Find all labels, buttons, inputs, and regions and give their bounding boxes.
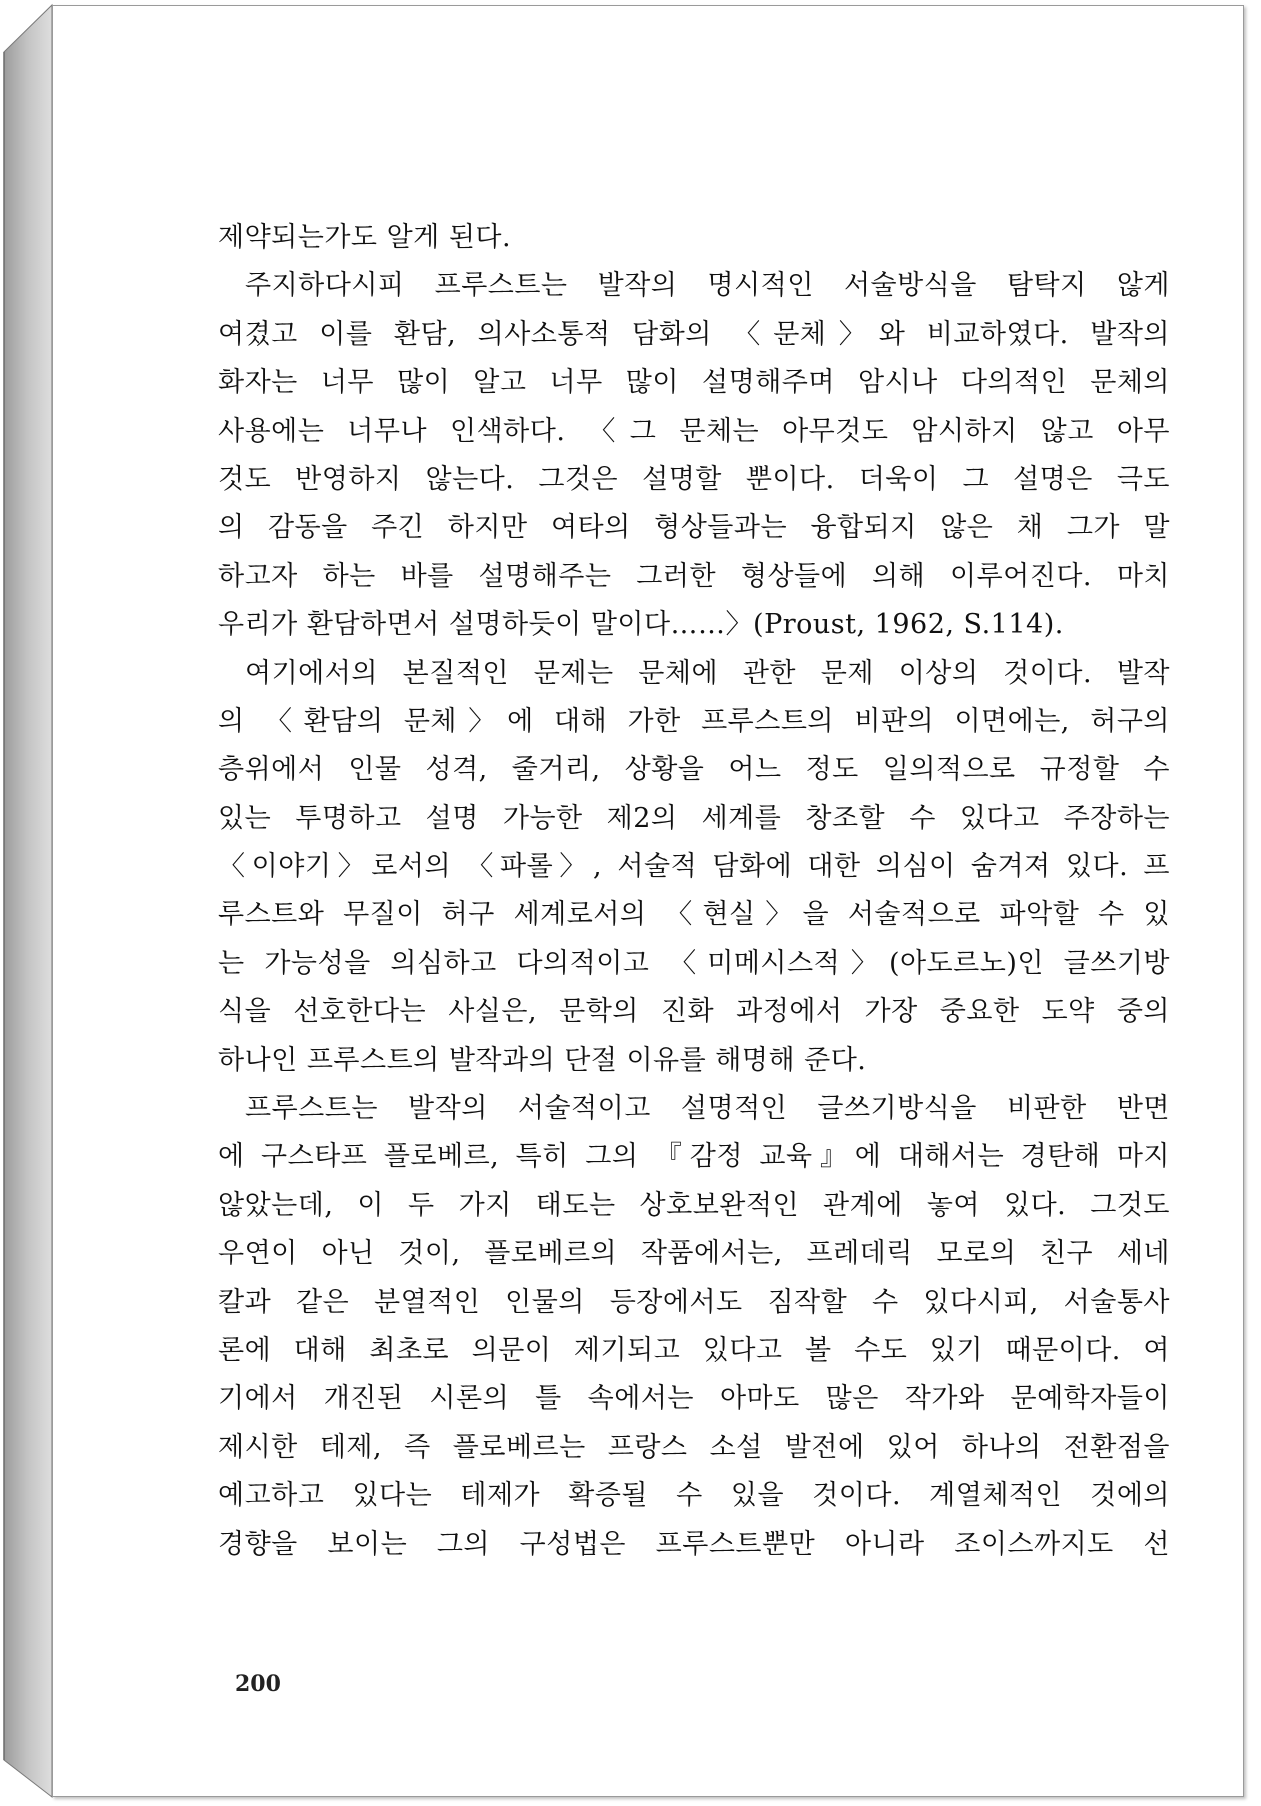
text-line: 여기에서의 본질적인 문제는 문체에 관한 문제 이상의 것이다. 발작 xyxy=(245,657,1170,689)
text-line: 것도 반영하지 않는다. 그것은 설명할 뿐이다. 더욱이 그 설명은 극도 xyxy=(218,463,1170,495)
text-line: 에 구스타프 플로베르, 특히 그의 『감정 교육』에 대해서는 경탄해 마지 xyxy=(218,1141,1170,1173)
text-line: 우리가 환담하면서 설명하듯이 말이다……〉(Proust, 1962, S.114). xyxy=(218,609,1064,641)
text-line: 않았는데, 이 두 가지 태도는 상호보완적인 관계에 놓여 있다. 그것도 xyxy=(218,1189,1170,1221)
text-line: 하나인 프루스트의 발작과의 단절 이유를 해명해 준다. xyxy=(218,1044,867,1076)
text-line: 는 가능성을 의심하고 다의적이고 〈미메시스적〉(아도르노)인 글쓰기방 xyxy=(218,947,1170,979)
text-line: 의 감동을 주긴 하지만 여타의 형상들과는 융합되지 않은 채 그가 말 xyxy=(218,512,1170,544)
text-line: 화자는 너무 많이 알고 너무 많이 설명해주며 암시나 다의적인 문체의 xyxy=(218,367,1170,399)
text-line: 하고자 하는 바를 설명해주는 그러한 형상들에 의해 이루어진다. 마치 xyxy=(218,560,1170,592)
page-number: 200 xyxy=(235,1671,281,1697)
body-text xyxy=(218,214,1170,1569)
text-line: 의 〈환담의 문체〉에 대해 가한 프루스트의 비판의 이면에는, 허구의 xyxy=(218,705,1170,737)
text-line: 제약되는가도 알게 된다. xyxy=(218,222,512,253)
book-page xyxy=(52,5,1244,1797)
text-line: 식을 선호한다는 사실은, 문학의 진화 과정에서 가장 중요한 도약 중의 xyxy=(218,996,1170,1028)
text-line: 우연이 아닌 것이, 플로베르의 작품에서는, 프레데릭 모로의 친구 세네 xyxy=(218,1238,1170,1270)
text-line: 사용에는 너무나 인색하다. 〈그 문체는 아무것도 암시하지 않고 아무 xyxy=(218,415,1170,447)
text-line: 기에서 개진된 시론의 틀 속에서는 아마도 많은 작가와 문예학자들이 xyxy=(218,1383,1170,1415)
text-line: 있는 투명하고 설명 가능한 제2의 세계를 창조할 수 있다고 주장하는 xyxy=(218,802,1170,834)
text-line: 여겼고 이를 환담, 의사소통적 담화의 〈문체〉와 비교하였다. 발작의 xyxy=(218,318,1170,350)
text-line: 경향을 보이는 그의 구성법은 프루스트뿐만 아니라 조이스까지도 선 xyxy=(218,1528,1170,1560)
text-line: 프루스트는 발작의 서술적이고 설명적인 글쓰기방식을 비판한 반면 xyxy=(245,1093,1170,1125)
text-line: 칼과 같은 분열적인 인물의 등장에서도 짐작할 수 있다시피, 서술통사 xyxy=(218,1286,1170,1318)
text-line: 주지하다시피 프루스트는 발작의 명시적인 서술방식을 탐탁지 않게 xyxy=(245,270,1170,302)
text-line: 〈이야기〉로서의 〈파롤〉, 서술적 담화에 대한 의심이 숨겨져 있다. 프 xyxy=(218,851,1170,883)
text-line: 예고하고 있다는 테제가 확증될 수 있을 것이다. 계열체적인 것에의 xyxy=(218,1480,1170,1512)
text-line: 론에 대해 최초로 의문이 제기되고 있다고 볼 수도 있기 때문이다. 여 xyxy=(218,1334,1170,1366)
text-line: 루스트와 무질이 허구 세계로서의 〈현실〉을 서술적으로 파악할 수 있 xyxy=(218,899,1170,931)
text-line: 층위에서 인물 성격, 줄거리, 상황을 어느 정도 일의적으로 규정할 수 xyxy=(218,754,1170,786)
text-line: 제시한 테제, 즉 플로베르는 프랑스 소설 발전에 있어 하나의 전환점을 xyxy=(218,1431,1170,1463)
